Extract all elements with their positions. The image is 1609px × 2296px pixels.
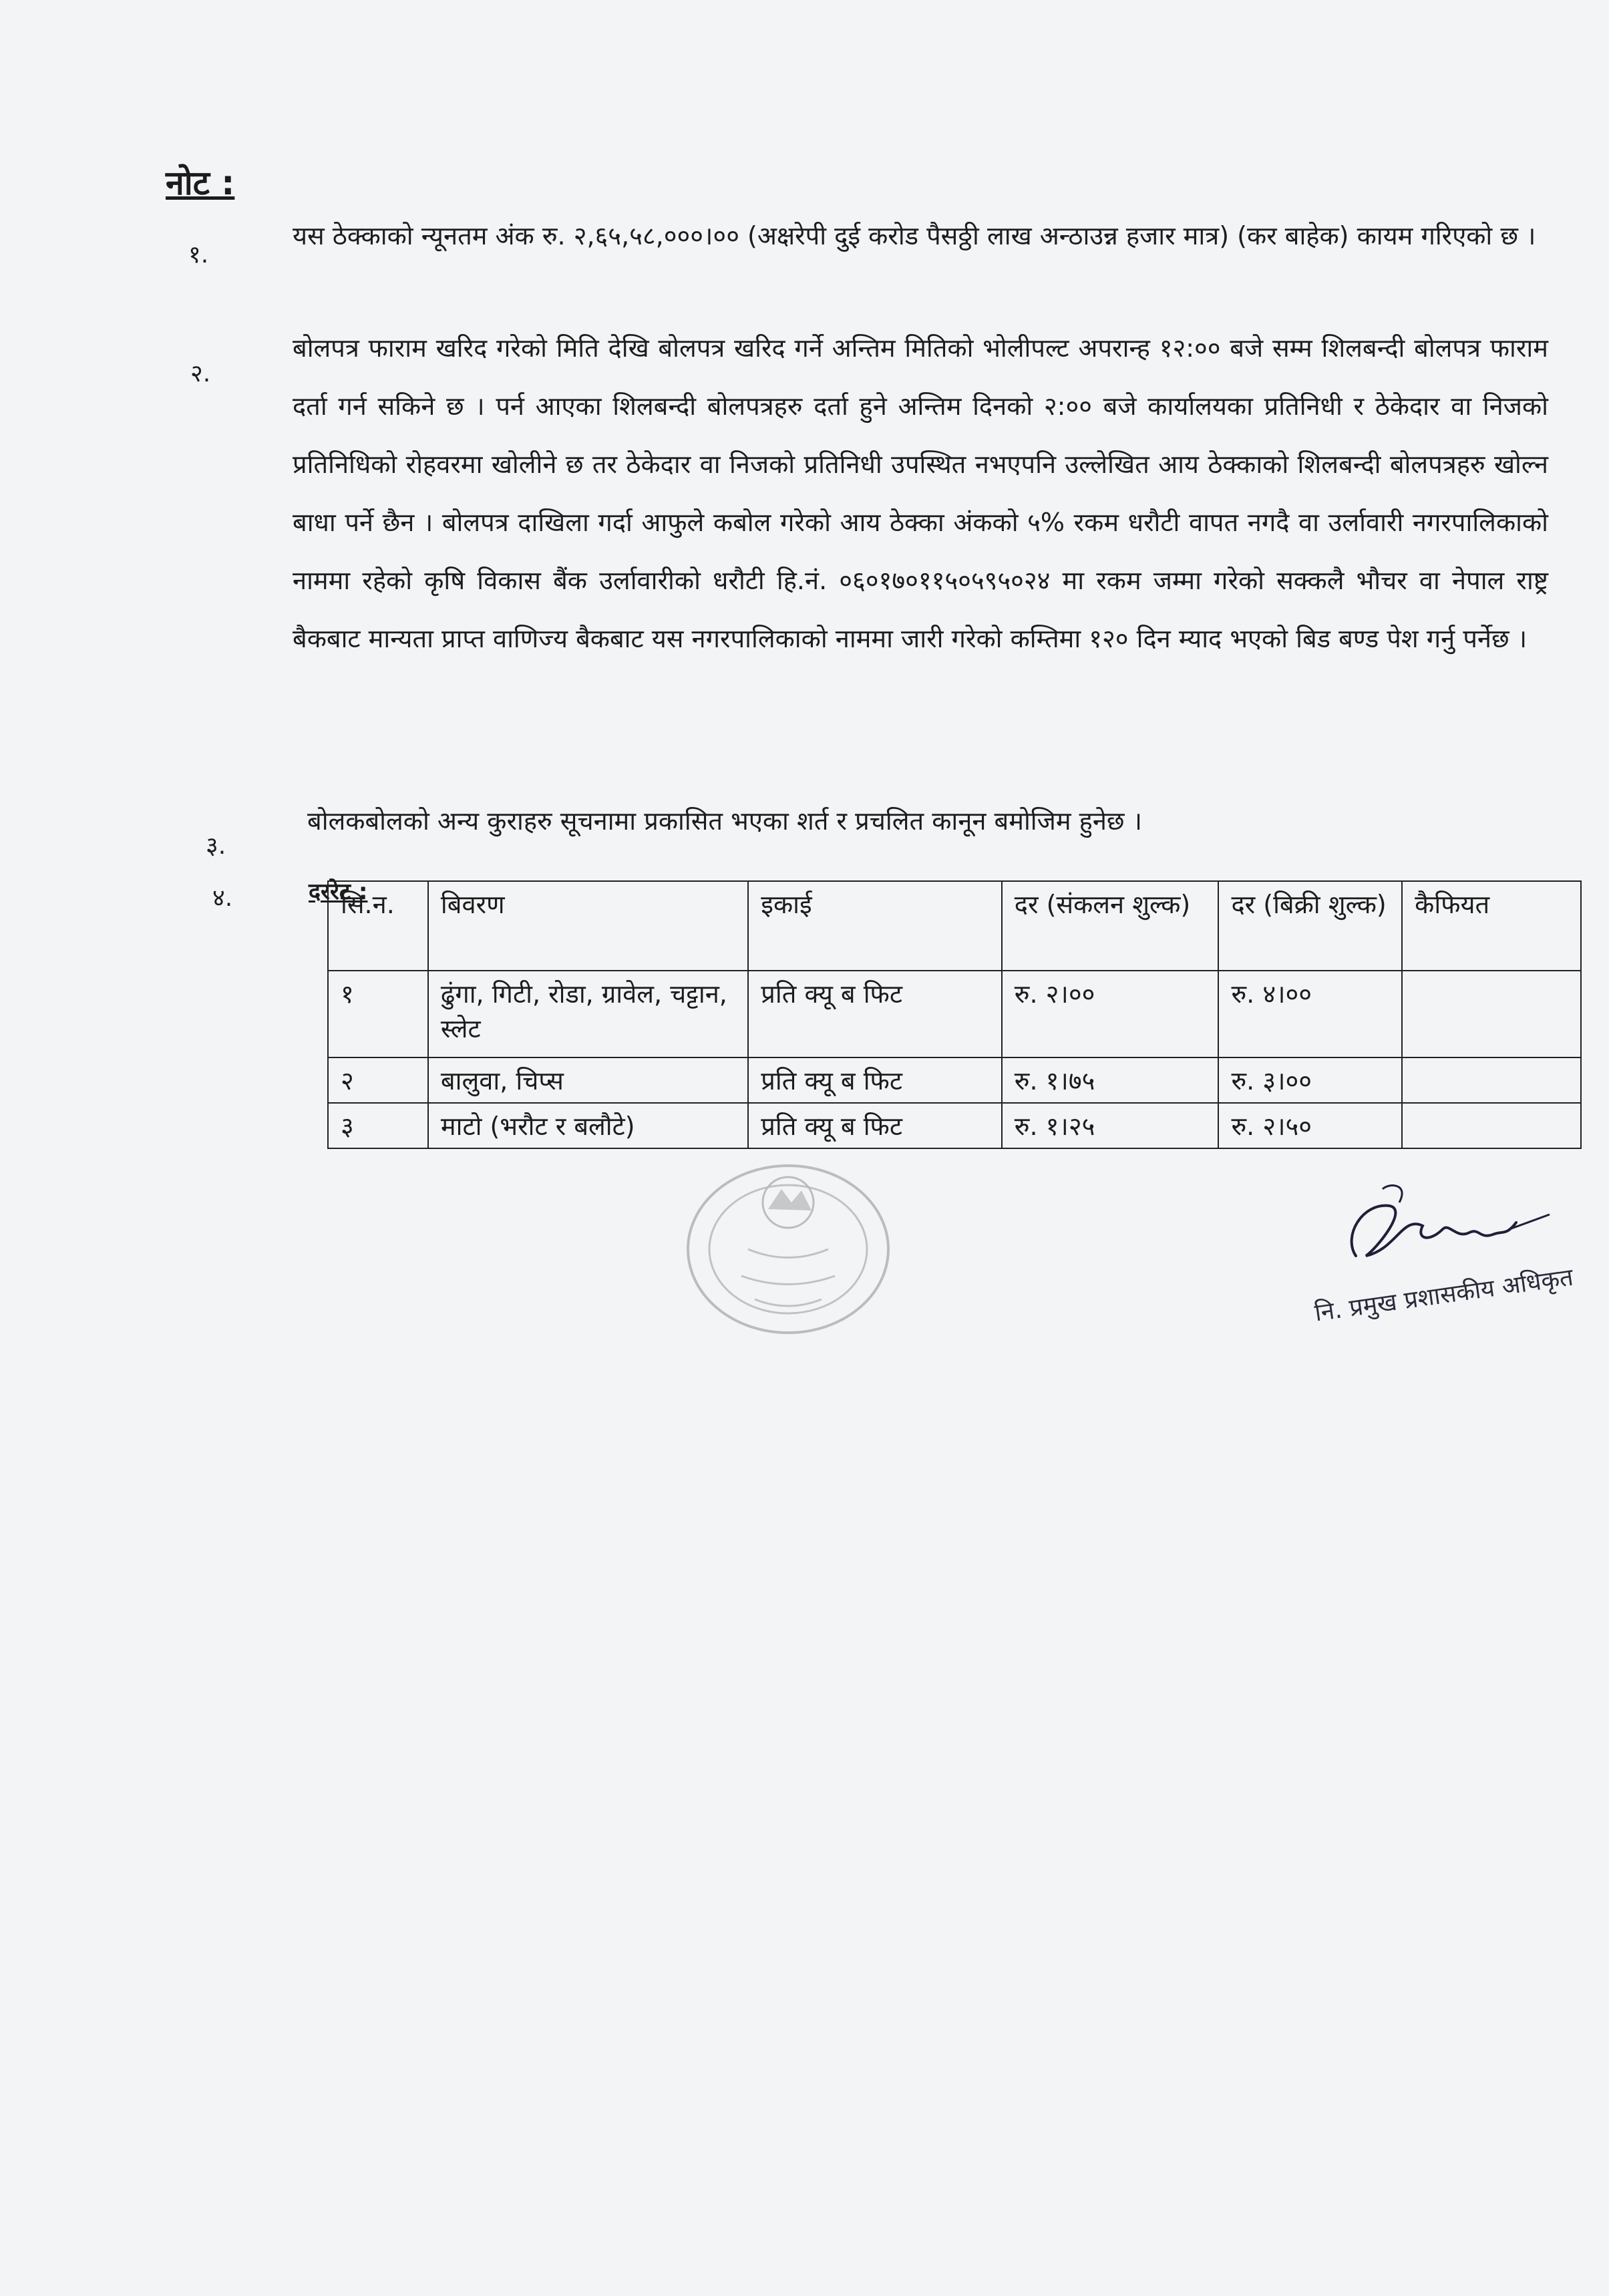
note-heading: नोट : — [166, 164, 235, 202]
cell-description: बालुवा, चिप्स — [428, 1057, 748, 1103]
cell-sales-rate: रु. ३।०० — [1218, 1057, 1402, 1103]
cell-sales-rate: रु. २।५० — [1218, 1103, 1402, 1148]
cell-serial: ३ — [328, 1103, 428, 1148]
cell-unit: प्रति क्यू ब फिट — [748, 1103, 1002, 1148]
cell-description: माटो (भरौट र बलौटे) — [428, 1103, 748, 1148]
note-text-3: बोलकबोलको अन्य कुराहरु सूचनामा प्रकासित भएका शर्त र प्रचलित कानून बमोजिम हुनेछ । — [307, 806, 1143, 836]
cell-serial: २ — [328, 1057, 428, 1103]
cell-unit: प्रति क्यू ब फिट — [748, 971, 1002, 1057]
cell-collection-rate: रु. १।७५ — [1002, 1057, 1219, 1103]
note-number-1: १. — [188, 241, 209, 269]
header-unit: इकाई — [748, 881, 1002, 971]
cell-unit: प्रति क्यू ब फिट — [748, 1057, 1002, 1103]
rate-table-label: दररेट : — [309, 878, 368, 905]
header-sales-rate: दर (बिक्री शुल्क) — [1218, 881, 1402, 971]
cell-remarks — [1402, 1057, 1581, 1103]
table-row — [328, 971, 1581, 1057]
cell-description: ढुंगा, गिटी, रोडा, ग्रावेल, चट्टान, स्लेट — [428, 971, 748, 1057]
cell-remarks — [1402, 971, 1581, 1057]
signatory-title: नि. प्रमुख प्रशासकीय अधिकृत — [1312, 1263, 1575, 1327]
header-collection-rate: दर (संकलन शुल्क) — [1002, 881, 1219, 971]
header-description: बिवरण — [428, 881, 748, 971]
note-text-2: बोलपत्र फाराम खरिद गरेको मिति देखि बोलपत्र खरिद गर्ने अन्तिम मितिको भोलीपल्ट अपरान्ह १२:०० बजे सम्म शिलबन्दी बोलपत्र फाराम दर्ता गर्न सकिने छ । पर्न आएका शिलबन्दी बोलपत्रहरु दर्ता हुने अन्तिम दिनको २:०० बजे कार्यालयका प्रतिनिधी र ठेकेदार वा निजको प्रतिनिधिको रोहवरमा खोलीने छ तर ठेकेदार वा निजको प्रतिनिधी उपस्थित नभएपनि उल्लेखित आय ठेक्काको शिलबन्दी बोलपत्रहरु खोल्न बाधा पर्ने छैन । बोलपत्र दाखिला गर्दा आफुले कबोल गरेको आय ठेक्का अंकको ५% रकम धरौटी वापत नगदै वा उर्लावारी नगरपालिकाको नाममा रहेको कृषि विकास बैंक उर्लावारीको धरौटी हि.नं. ०६०१७०११५०५९५०२४ मा रकम जम्मा गरेको सक्कलै भौचर वा नेपाल राष्ट्र बैकबाट मान्यता प्राप्त वाणिज्य बैकबाट यस नगरपालिकाको नाममा जारी गरेको कम्तिमा १२० दिन म्याद भएको बिड बण्ड पेश गर्नु पर्नेछ । — [293, 333, 1548, 653]
table-row — [328, 1103, 1581, 1148]
header-remarks: कैफियत — [1402, 881, 1581, 971]
cell-collection-rate: रु. २।०० — [1002, 971, 1219, 1057]
note-number-3: ३. — [206, 832, 226, 860]
note-number-4: ४. — [212, 884, 233, 912]
note-text-1: यस ठेक्काको न्यूनतम अंक रु. २,६५,५८,०००।०० (अक्षरेपी दुई करोड पैसठ्ठी लाख अन्ठाउन्न हजार मात्र) (कर बाहेक) कायम गरिएको छ । — [293, 221, 1536, 251]
header-serial: सि.न. — [328, 881, 428, 971]
note-number-2: २. — [190, 360, 211, 387]
cell-remarks — [1402, 1103, 1581, 1148]
office-stamp — [675, 1149, 902, 1349]
rate-table — [327, 880, 1582, 1149]
table-row — [328, 1057, 1581, 1103]
cell-collection-rate: रु. १।२५ — [1002, 1103, 1219, 1148]
cell-sales-rate: रु. ४।०० — [1218, 971, 1402, 1057]
cell-serial: १ — [328, 971, 428, 1057]
table-header-row — [328, 881, 1581, 971]
